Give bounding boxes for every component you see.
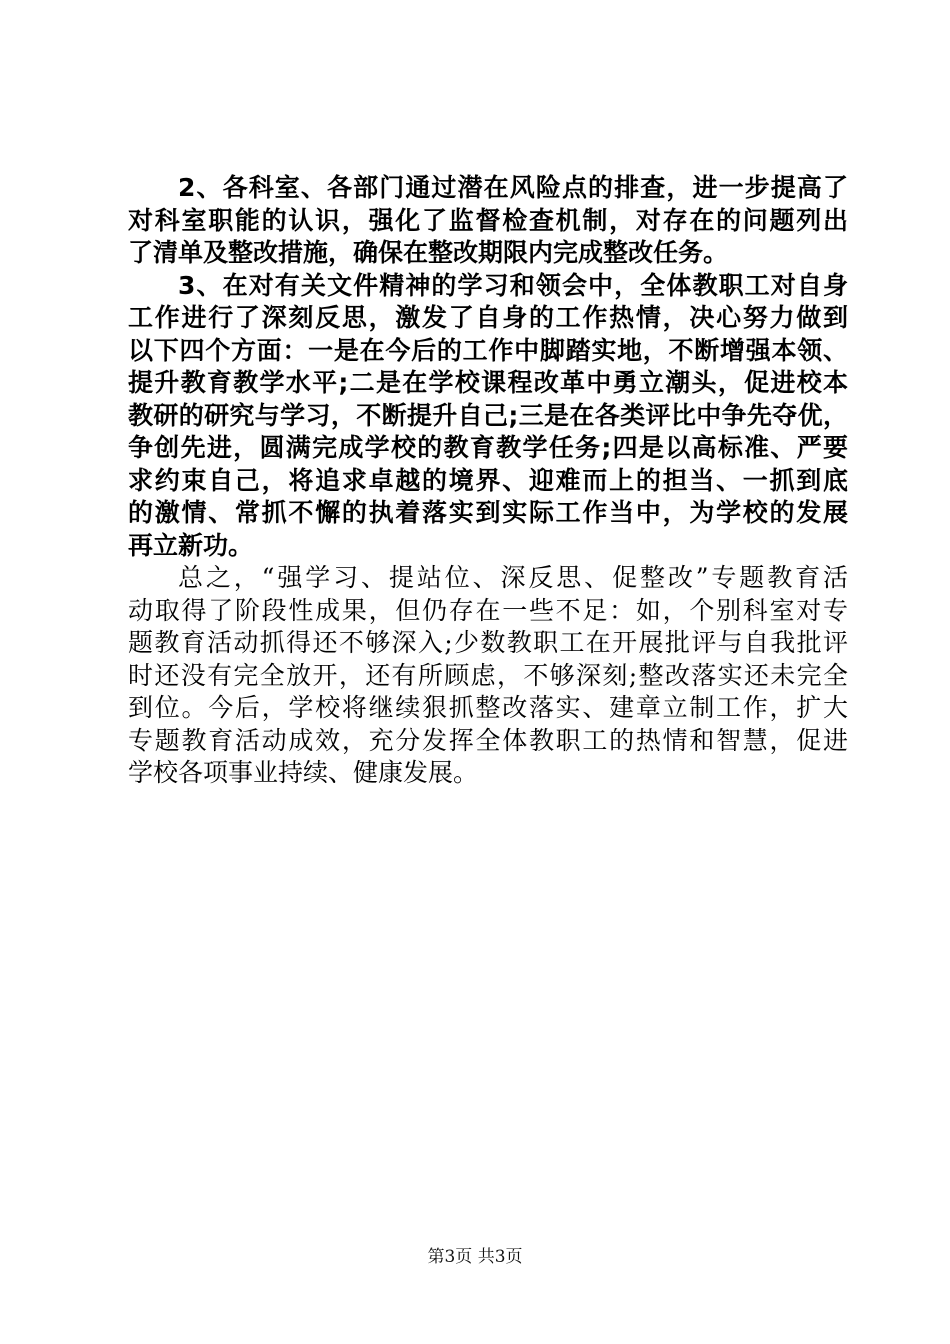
text-line: 再立新功。 (128, 530, 254, 560)
text-line: 工作进行了深刻反思，激发了自身的工作热情，决心努力做到 (128, 303, 848, 332)
text-line: 以下四个方面：一是在今后的工作中脚踏实地，不断增强本领、 (128, 335, 848, 365)
document-body (128, 172, 848, 790)
text-line: 到位。今后，学校将继续狠抓整改落实、建章立制工作，扩大 (128, 693, 848, 722)
text-line: 了清单及整改措施，确保在整改期限内完成整改任务。 (128, 238, 729, 267)
text-line: 时还没有完全放开，还有所顾虑，不够深刻;整改落实还未完全 (128, 660, 848, 690)
text-line: 学校各项事业持续、健康发展。 (128, 758, 479, 787)
paragraph-summary (128, 562, 848, 790)
text-line: 提升教育教学水平;二是在学校课程改革中勇立潮头，促进校本 (128, 368, 848, 397)
text-line: 的激情、常抓不懈的执着落实到实际工作当中，为学校的发展 (128, 498, 848, 527)
text-line: 2、各科室、各部门通过潜在风险点的排查，进一步提高了 (178, 173, 848, 202)
text-line: 教研的研究与学习，不断提升自己;三是在各类评比中争先夺优， (128, 400, 848, 430)
text-line: 动取得了阶段性成果，但仍存在一些不足：如，个别科室对专 (128, 595, 848, 625)
text-line: 对科室职能的认识，强化了监督检查机制，对存在的问题列出 (128, 205, 848, 235)
text-line: 争创先进，圆满完成学校的教育教学任务;四是以高标准、严要 (128, 433, 848, 462)
paragraph-2 (128, 172, 848, 270)
paragraph-3 (128, 270, 848, 563)
text-line: 求约束自己，将追求卓越的境界、迎难而上的担当、一抓到底 (128, 465, 848, 495)
text-line: 题教育活动抓得还不够深入;少数教职工在开展批评与自我批评 (128, 628, 848, 657)
page-footer: 第3页 共3页 (427, 1247, 523, 1267)
text-line: 专题教育活动成效，充分发挥全体教职工的热情和智慧，促进 (128, 725, 848, 755)
text-line: 3、在对有关文件精神的学习和领会中，全体教职工对自身 (178, 270, 848, 300)
text-line: 总之，“强学习、提站位、深反思、促整改”专题教育活 (178, 563, 848, 592)
